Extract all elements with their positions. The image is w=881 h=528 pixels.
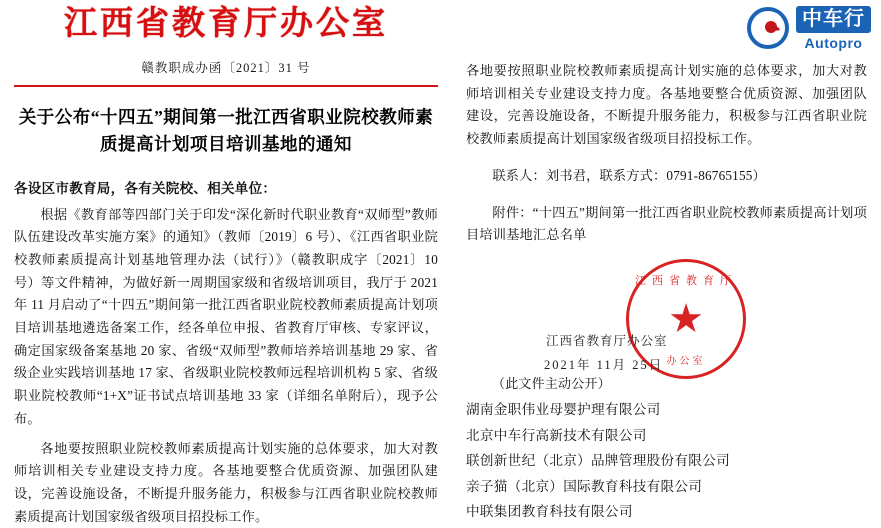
seal-star-icon: ★ [668, 295, 704, 341]
document-number: 赣教职成办函〔2021〕31 号 [141, 61, 311, 76]
list-item: 中联集团教育科技有限公司 [466, 504, 633, 520]
red-divider-rule [14, 85, 438, 87]
brand-logo [746, 6, 871, 50]
document-right-column [452, 0, 881, 520]
contact-line: 联系人：刘书君，联系方式：0791-86765155） [492, 167, 766, 183]
brand-name-en: Autopro [804, 35, 863, 51]
brand-name-cn: 中车行 [796, 6, 871, 33]
autopro-circle-mark-icon [746, 6, 790, 50]
attachment-line: 附件：“十四五”期间第一批江西省职业院校教师素质提高计划项目培训基地汇总名单 [466, 204, 867, 243]
document-date: 2021年 11月 25日 [544, 357, 664, 372]
list-item: 北京中车行高新技术有限公司 [466, 427, 647, 443]
seal-and-signature-area [466, 263, 867, 373]
document-title: 关于公布“十四五”期间第一批江西省职业院校教师素质提高计划项目培训基地的通知 [18, 107, 434, 155]
list-item: 联创新世纪（北京）品牌管理股份有限公司 [466, 453, 730, 469]
seal-top-text: 江西省教育厅 [635, 274, 737, 287]
document-recipient: 各设区市教育局，各有关院校、相关单位： [14, 180, 277, 196]
company-list [466, 397, 867, 525]
masthead-title: 江西省教育厅办公室 [64, 6, 388, 42]
list-item: 亲子猫（北京）国际教育科技有限公司 [466, 478, 703, 494]
list-item: 湖南金职伟业母婴护理有限公司 [466, 402, 661, 418]
body-paragraph-2-continued: 各地要按照职业院校教师素质提高计划实施的总体要求，加大对教师培训相关专业建设支持力度。各基地要整合优质资源、加强团队建设，完善设施设备，不断提升服务能力，积极参与江西省职业院校教师素质提高计划国家级省级项目招投标工作。 [466, 63, 867, 147]
signer-line: 江西省教育厅办公室 [546, 333, 668, 348]
brand-logo-text [796, 6, 871, 50]
seal-bottom-text: 办公室 [666, 355, 706, 367]
body-paragraph-1: 根据《教育部等四部门关于印发“深化新时代职业教育“双师型”教师队伍建设改革实施方案》的通知》（教师〔2019〕6 号）、《江西省职业院校教师素质提高计划基地管理办法（试行）》（赣教职成字〔2021〕10 号）等文件精神，为做好新一周期国家级和省级培训项目，我厅于 2021 年 11 月启动了“十四五”期间第一批江西省职业院校教师素质提高计划项目培训基地遴选备案工作，经各单位申报、省教育厅审核、专家评议，确定国家级备案基地 20 家、省级“双师型”教师培养培训基地 29 家、省级企业实践培训基地 17 家、省级职业院校教师远程培训机构 5 家、省级职业院校教师“1+X”证书试点培训基地 33 家（详细名单附后），现予公布。 [14, 206, 438, 426]
body-paragraph-2-start: 各地要按照职业院校教师素质提高计划实施的总体要求，加大对教师培训相关专业建设支持力度。各基地要整合优质资源、加强团队建设，完善设施设备，不断提升服务能力，积极参与江西省职业院校教师素质提高计划国家级省级项目招投标工作。 [14, 440, 438, 524]
public-release-note: （此文件主动公开） [492, 375, 611, 391]
